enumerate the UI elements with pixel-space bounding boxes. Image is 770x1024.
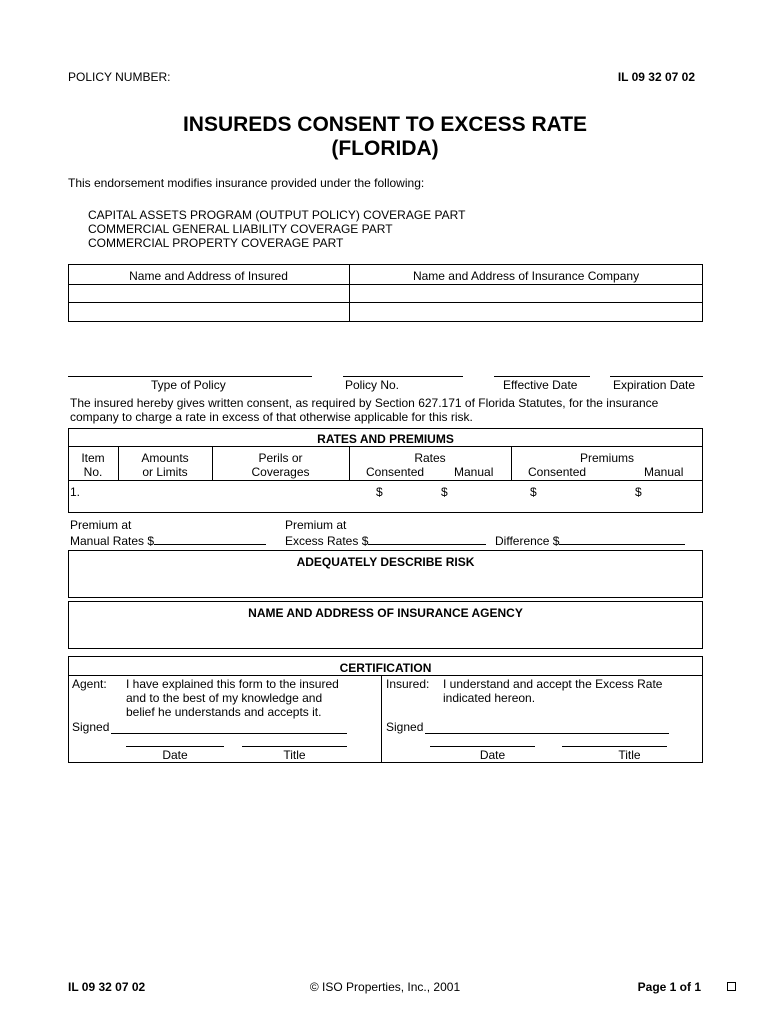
rates-premiums-title: RATES AND PREMIUMS [317, 432, 454, 446]
footer-page-number: Page 1 of 1 [637, 980, 701, 994]
agent-signed-label: Signed [72, 720, 110, 734]
table-row-line [68, 675, 703, 676]
manual-rates-label: Manual Rates $ [70, 534, 155, 548]
agent-signature-line[interactable] [111, 733, 347, 734]
checkbox-square-icon [727, 982, 736, 991]
manual-rates-input[interactable] [154, 532, 266, 545]
insured-date-label: Date [479, 748, 506, 762]
describe-risk-title: ADEQUATELY DESCRIBE RISK [296, 555, 475, 569]
rates-manual-header: Manual [454, 465, 494, 479]
footer-copyright: © ISO Properties, Inc., 2001 [309, 980, 461, 994]
insured-title-line[interactable] [562, 746, 667, 747]
page-title: INSUREDS CONSENT TO EXCESS RATE [182, 113, 588, 136]
insured-date-line[interactable] [430, 746, 535, 747]
endorsement-intro: This endorsement modifies insurance provided under the following: [68, 176, 425, 190]
expiration-date-line[interactable] [610, 376, 703, 377]
policy-no-label: Policy No. [345, 378, 400, 392]
agent-text: belief he understands and accepts it. [126, 705, 322, 719]
amounts-header: Amounts [141, 451, 189, 465]
coverage-part: COMMERCIAL PROPERTY COVERAGE PART [88, 236, 344, 250]
agency-title: NAME AND ADDRESS OF INSURANCE AGENCY [248, 606, 523, 620]
agent-text: and to the best of my knowledge and [126, 691, 323, 705]
agent-label: Agent: [72, 677, 107, 691]
difference-input[interactable] [559, 532, 685, 545]
page-subtitle: (FLORIDA) [331, 137, 439, 160]
excess-rates-field [285, 532, 486, 548]
policy-type-label: Type of Policy [151, 378, 226, 392]
agent-date-label: Date [162, 748, 188, 762]
insured-name-header: Name and Address of Insured [129, 269, 288, 283]
expiration-date-label: Expiration Date [613, 378, 696, 392]
agent-title-line[interactable] [242, 746, 347, 747]
coverage-part: CAPITAL ASSETS PROGRAM (OUTPUT POLICY) COVERAGE PART [88, 208, 466, 222]
effective-date-label: Effective Date [503, 378, 578, 392]
excess-rates-input[interactable] [368, 532, 486, 545]
policy-no-line[interactable] [343, 376, 463, 377]
insured-signature-line[interactable] [425, 733, 669, 734]
coverage-part: COMMERCIAL GENERAL LIABILITY COVERAGE PART [88, 222, 393, 236]
table-divider [381, 675, 382, 763]
premiums-manual-header: Manual [644, 465, 684, 479]
policy-type-line[interactable] [68, 376, 312, 377]
insured-title-label: Title [618, 748, 641, 762]
dollar-sign: $ [441, 485, 448, 499]
excess-rates-label: Excess Rates $ [285, 534, 369, 548]
amounts-header: or Limits [142, 465, 188, 479]
table-row-line [68, 302, 703, 303]
difference-label: Difference $ [495, 534, 560, 548]
premiums-consented-header: Consented [528, 465, 587, 479]
perils-header: Coverages [251, 465, 310, 479]
manual-rates-field [70, 532, 266, 548]
effective-date-line[interactable] [494, 376, 590, 377]
insured-name-field[interactable] [69, 285, 348, 301]
rates-consented-header: Consented [366, 465, 425, 479]
insured-signed-label: Signed [386, 720, 424, 734]
premiums-header: Premiums [579, 451, 634, 465]
agent-text: I have explained this form to the insured [126, 677, 339, 691]
insured-text: indicated hereon. [443, 691, 536, 705]
form-code-header: IL 09 32 07 02 [617, 70, 695, 84]
certification-title: CERTIFICATION [339, 661, 432, 675]
dollar-sign: $ [376, 485, 383, 499]
row-number: 1. [70, 485, 81, 499]
dollar-sign: $ [530, 485, 537, 499]
difference-field [495, 532, 685, 548]
agent-title-label: Title [283, 748, 306, 762]
table-row-line [68, 446, 703, 447]
agent-date-line[interactable] [126, 746, 224, 747]
dollar-sign: $ [635, 485, 642, 499]
insured-label: Insured: [386, 677, 430, 691]
premium-at-label: Premium at [285, 518, 347, 532]
policy-number-label: POLICY NUMBER: [68, 70, 171, 84]
item-header: No. [83, 465, 103, 479]
rates-header: Rates [414, 451, 446, 465]
premium-at-label: Premium at [70, 518, 132, 532]
consent-text: company to charge a rate in excess of that otherwise applicable for this risk. [70, 410, 473, 424]
perils-header: Perils or [258, 451, 303, 465]
item-header: Item [81, 451, 105, 465]
consent-text: The insured hereby gives written consent, as required by Section 627.171 of Florida Statutes, for the insurance [70, 396, 659, 410]
insurance-company-header: Name and Address of Insurance Company [412, 269, 640, 283]
insured-text: I understand and accept the Excess Rate [443, 677, 663, 691]
insurance-company-field[interactable] [350, 285, 702, 301]
table-row-line [68, 480, 703, 481]
footer-form-code: IL 09 32 07 02 [68, 980, 146, 994]
